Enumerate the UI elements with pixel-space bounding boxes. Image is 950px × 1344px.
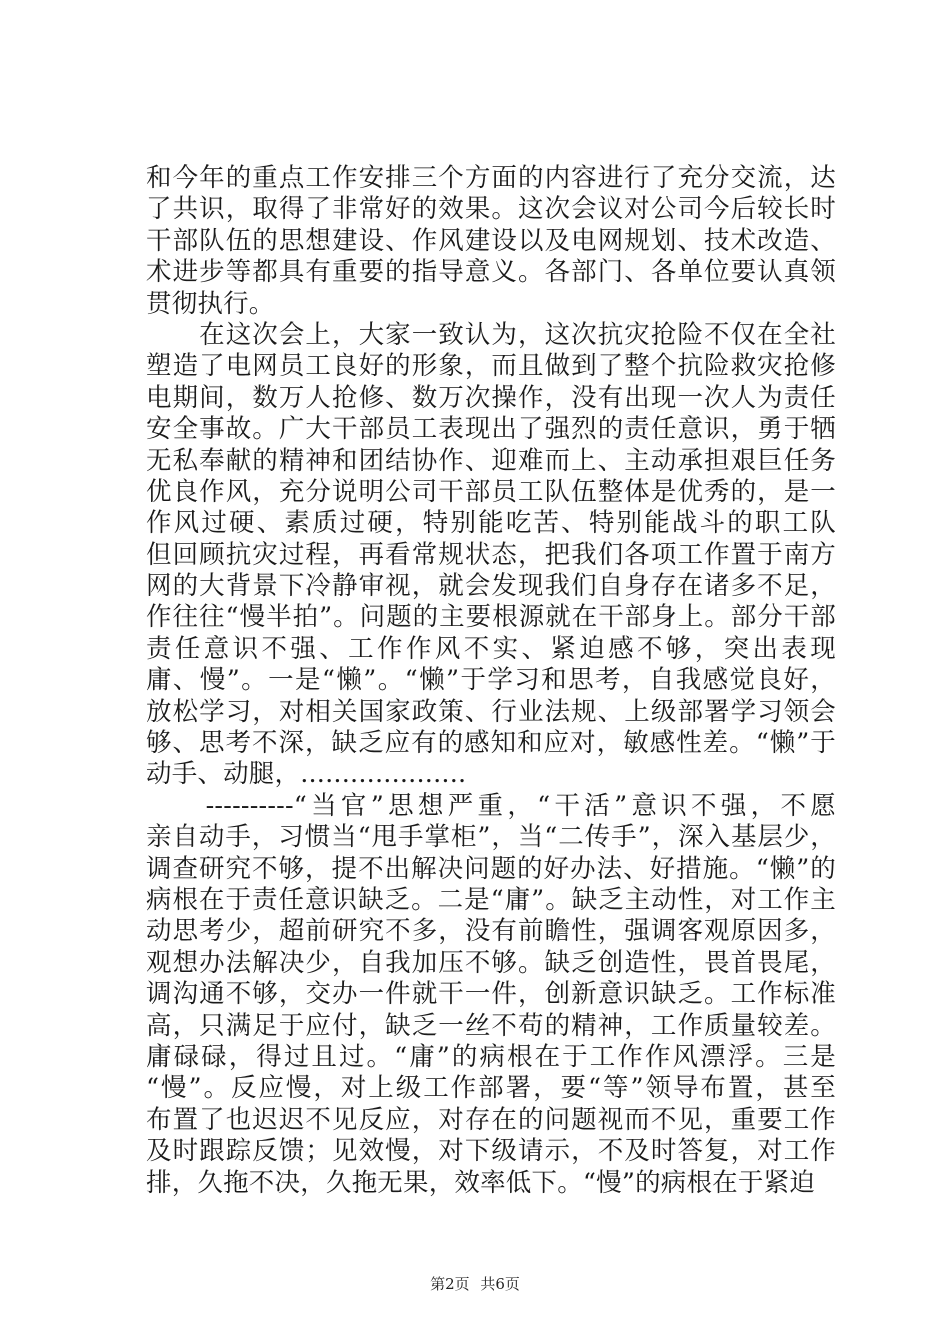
page-total: 共6页 [480,1275,520,1293]
text-line: 安全事故。广大干部员工表现出了强烈的责任意识，勇于牺 [146,414,836,445]
text-line: “慢”。反应慢，对上级工作部署，要“等”领导布置，甚至 [146,1073,836,1104]
text-line: 在这次会上，大家一致认为，这次抗灾抢险不仅在全社 [199,319,836,350]
text-line: ----------“当官”思想严重，“干活”意识不强，不愿 [146,790,836,821]
text-line: 放松学习，对相关国家政策、行业法规、上级部署学习领会 [146,696,836,727]
text-line: 高，只满足于应付，缺乏一丝不苟的精神，工作质量较差。 [146,1010,836,1041]
page-footer [0,1273,950,1294]
text-line: 贯彻执行。 [146,288,275,319]
text-line: 无私奉献的精神和团结协作、迎难而上、主动承担艰巨任务 [146,445,836,476]
text-line: 布置了也迟迟不见反应，对存在的问题视而不见，重要工作 [146,1104,836,1135]
text-line: 干部队伍的思想建设、作风建设以及电网规划、技术改造、 [146,225,836,256]
text-line: 够、思考不深，缺乏应有的感知和应对，敏感性差。“懒”于 [146,728,836,759]
text-line: 优良作风，充分说明公司干部员工队伍整体是优秀的，是一 [146,476,836,507]
text-line: 但回顾抗灾过程，再看常规状态，把我们各项工作置于南方 [146,539,836,570]
text-line: 术进步等都具有重要的指导意义。各部门、各单位要认真领 [146,257,836,288]
text-line: 塑造了电网员工良好的形象，而且做到了整个抗险救灾抢修 [146,351,836,382]
text-line: 电期间，数万人抢修、数万次操作，没有出现一次人为责任 [146,382,836,413]
text-line: 作风过硬、素质过硬，特别能吃苦、特别能战斗的职工队 [146,508,836,539]
text-line: 亲自动手，习惯当“甩手掌柜”，当“二传手”，深入基层少， [146,822,836,853]
page-number: 第2页 [430,1275,470,1293]
text-line: 动思考少，超前研究不多，没有前瞻性，强调客观原因多， [146,916,836,947]
text-line: 责任意识不强、工作作风不实、紧迫感不够，突出表现 [146,633,836,664]
text-line: 调沟通不够，交办一件就干一件，创新意识缺乏。工作标准 [146,979,836,1010]
text-line: 调查研究不够，提不出解决问题的好办法、好措施。“懒”的 [146,853,836,884]
text-line: 及时跟踪反馈；见效慢，对下级请示，不及时答复，对工作 [146,1136,836,1167]
text-line: 动手、动腿，.................... [146,759,467,790]
text-line: 网的大背景下冷静审视，就会发现我们自身存在诸多不足， [146,571,836,602]
text-line: 庸碌碌，得过且过。“庸”的病根在于工作作风漂浮。三是 [146,1041,836,1072]
text-line: 庸、慢”。一是“懒”。“懒”于学习和思考，自我感觉良好， [146,665,836,696]
text-line: 和今年的重点工作安排三个方面的内容进行了充分交流，达 [146,163,836,193]
text-line: 了共识，取得了非常好的效果。这次会议对公司今后较长时 [146,194,836,225]
document-body [146,163,836,1199]
text-line: 作往往“慢半拍”。问题的主要根源就在干部身上。部分干部 [146,602,836,633]
text-line: 病根在于责任意识缺乏。二是“庸”。缺乏主动性，对工作主 [146,884,836,915]
text-line: 排，久拖不决，久拖无果，效率低下。“慢”的病根在于紧迫 [146,1167,815,1198]
text-line: 观想办法解决少，自我加压不够。缺乏创造性，畏首畏尾， [146,947,836,978]
